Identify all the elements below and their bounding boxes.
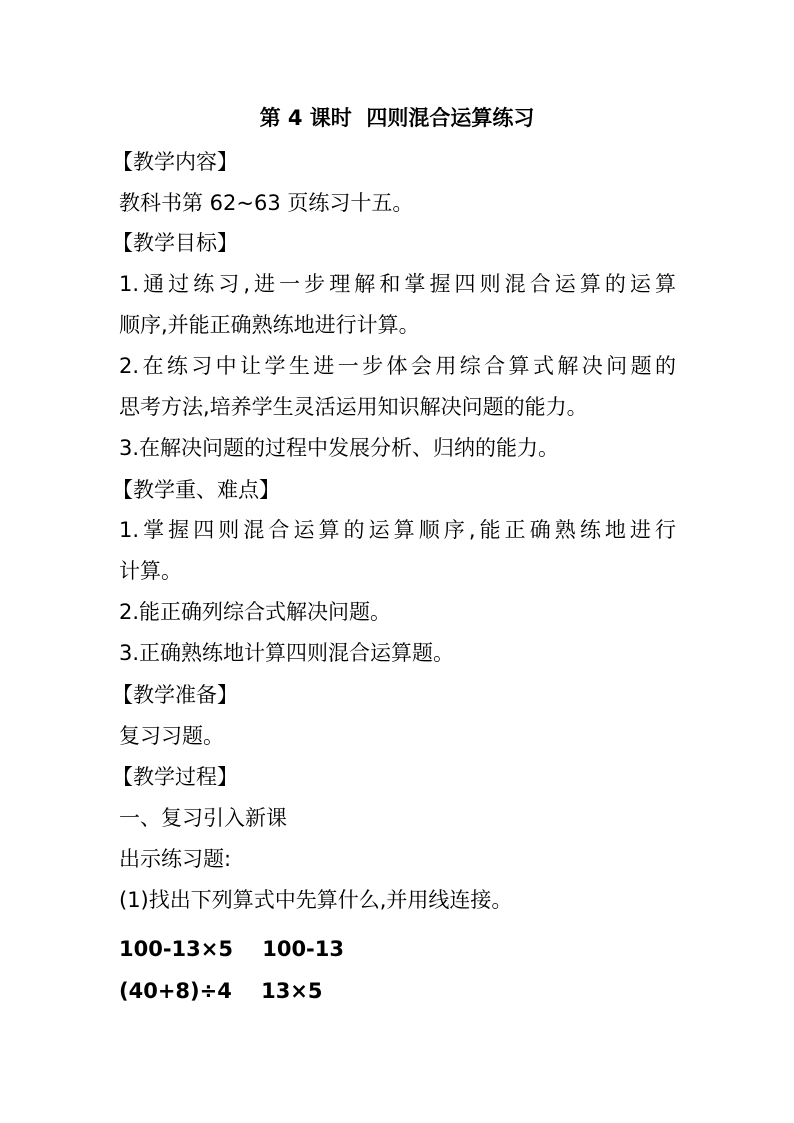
show-exercise-label: 出示练习题: [119, 847, 232, 871]
key-point-1-line-2: 计算。 [119, 559, 182, 583]
key-point-3: 3.正确熟练地计算四则混合运算题。 [119, 641, 455, 665]
goal-1-line-1: 1.通过练习,进一步理解和掌握四则混合运算的运算 [119, 272, 676, 296]
preparation-text: 复习习题。 [119, 724, 224, 748]
preparation-heading: 【教学准备】 [112, 683, 238, 707]
goal-2-line-1: 2.在练习中让学生进一步体会用综合算式解决问题的 [119, 354, 676, 378]
lesson-title: 第 4 课时 四则混合运算练习 [259, 106, 535, 130]
goal-2-line-2: 思考方法,培养学生灵活运用知识解决问题的能力。 [119, 395, 588, 419]
teaching-content-heading: 【教学内容】 [112, 150, 238, 174]
process-heading: 【教学过程】 [112, 765, 238, 789]
key-point-1-line-1: 1.掌握四则混合运算的运算顺序,能正确熟练地进行 [119, 518, 676, 542]
key-points-heading: 【教学重、难点】 [112, 478, 280, 502]
key-point-2: 2.能正确列综合式解决问题。 [119, 600, 392, 624]
process-part-1-heading: 一、复习引入新课 [119, 806, 287, 830]
expression-row-2: (40+8)÷4 13×5 [119, 979, 323, 1003]
teaching-goals-heading: 【教学目标】 [112, 231, 238, 255]
exercise-1-prompt: (1)找出下列算式中先算什么,并用线连接。 [119, 888, 513, 912]
expression-row-1: 100-13×5 100-13 [119, 937, 345, 961]
goal-3: 3.在解决问题的过程中发展分析、归纳的能力。 [119, 436, 560, 460]
teaching-content-text: 教科书第 62~63 页练习十五。 [119, 191, 414, 215]
goal-1-line-2: 顺序,并能正确熟练地进行计算。 [119, 313, 420, 337]
